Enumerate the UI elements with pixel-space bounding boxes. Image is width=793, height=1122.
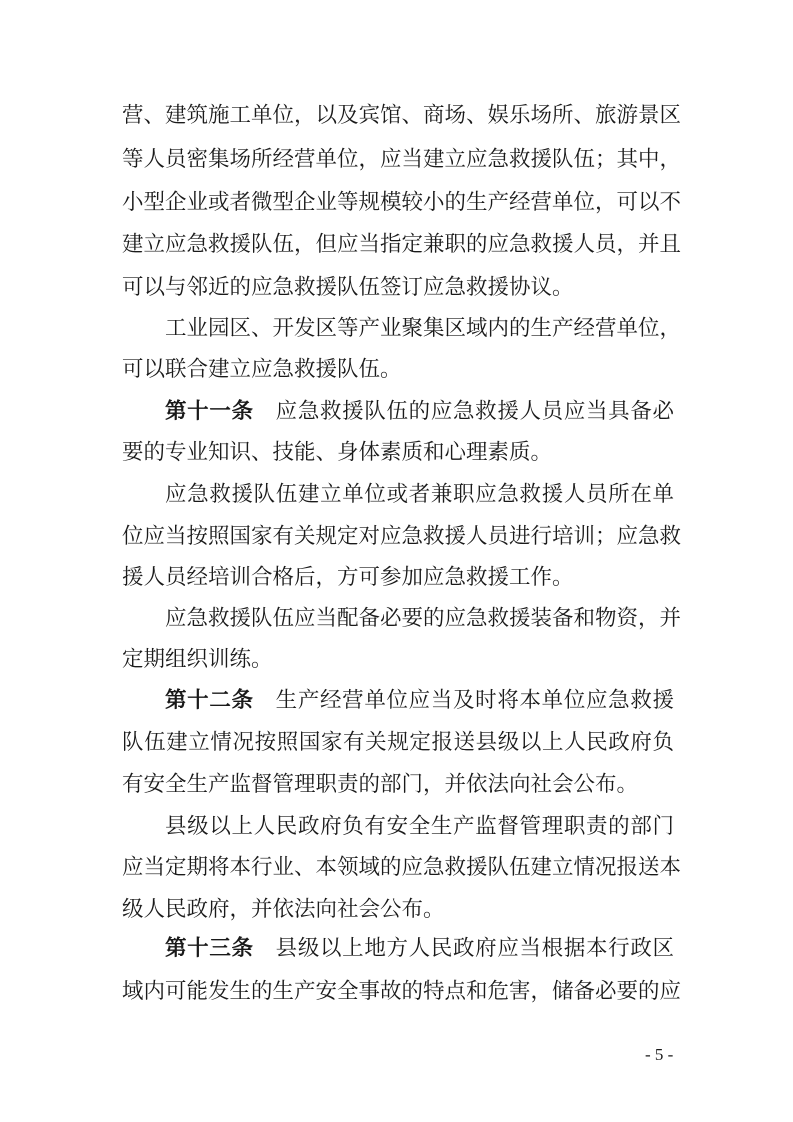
article-text: 生产经营单位应当及时将本单位应急救援 bbox=[275, 688, 674, 713]
article-heading: 第十二条 bbox=[165, 688, 254, 713]
article-text: 县级以上地方人民政府应当根据本行政区 bbox=[275, 936, 674, 961]
text-line: 工业园区、开发区等产业聚集区域内的生产经营单位， bbox=[165, 316, 682, 341]
text-line: 援人员经培训合格后，方可参加应急救援工作。 bbox=[122, 565, 574, 590]
text-line: 级人民政府，并依法向社会公布。 bbox=[122, 897, 445, 922]
article-line bbox=[165, 934, 674, 964]
text-line: 可以与邻近的应急救援队伍签订应急救援协议。 bbox=[122, 275, 574, 300]
text-line: 建立应急救援队伍，但应当指定兼职的应急救援人员，并且 bbox=[122, 232, 682, 257]
text-line: 域内可能发生的生产安全事故的特点和危害，储备必要的应 bbox=[122, 979, 682, 1004]
text-line: 应急救援队伍应当配备必要的应急救援装备和物资，并 bbox=[165, 606, 682, 631]
article-heading: 第十一条 bbox=[165, 399, 254, 424]
text-line: 等人员密集场所经营单位，应当建立应急救援队伍；其中， bbox=[122, 147, 682, 172]
text-line: 小型企业或者微型企业等规模较小的生产经营单位，可以不 bbox=[122, 190, 682, 215]
text-line: 营、建筑施工单位，以及宾馆、商场、娱乐场所、旅游景区 bbox=[122, 103, 682, 128]
article-heading: 第十三条 bbox=[165, 936, 254, 961]
article-text: 应急救援队伍的应急救援人员应当具备必 bbox=[275, 399, 674, 424]
article-line bbox=[165, 686, 674, 716]
article-line bbox=[165, 397, 674, 427]
text-line: 有安全生产监督管理职责的部门，并依法向社会公布。 bbox=[122, 772, 639, 797]
text-line: 应急救援队伍建立单位或者兼职应急救援人员所在单 bbox=[165, 482, 674, 507]
text-line: 队伍建立情况按照国家有关规定报送县级以上人民政府负 bbox=[122, 730, 674, 755]
text-line: 定期组织训练。 bbox=[122, 647, 273, 672]
text-line: 可以联合建立应急救援队伍。 bbox=[122, 357, 402, 382]
text-line: 位应当按照国家有关规定对应急救援人员进行培训；应急救 bbox=[122, 524, 682, 549]
text-line: 要的专业知识、技能、身体素质和心理素质。 bbox=[122, 440, 553, 465]
text-line: 县级以上人民政府负有安全生产监督管理职责的部门 bbox=[165, 814, 674, 839]
text-line: 应当定期将本行业、本领域的应急救援队伍建立情况报送本 bbox=[122, 855, 682, 880]
page-number: - 5 - bbox=[645, 1045, 674, 1064]
